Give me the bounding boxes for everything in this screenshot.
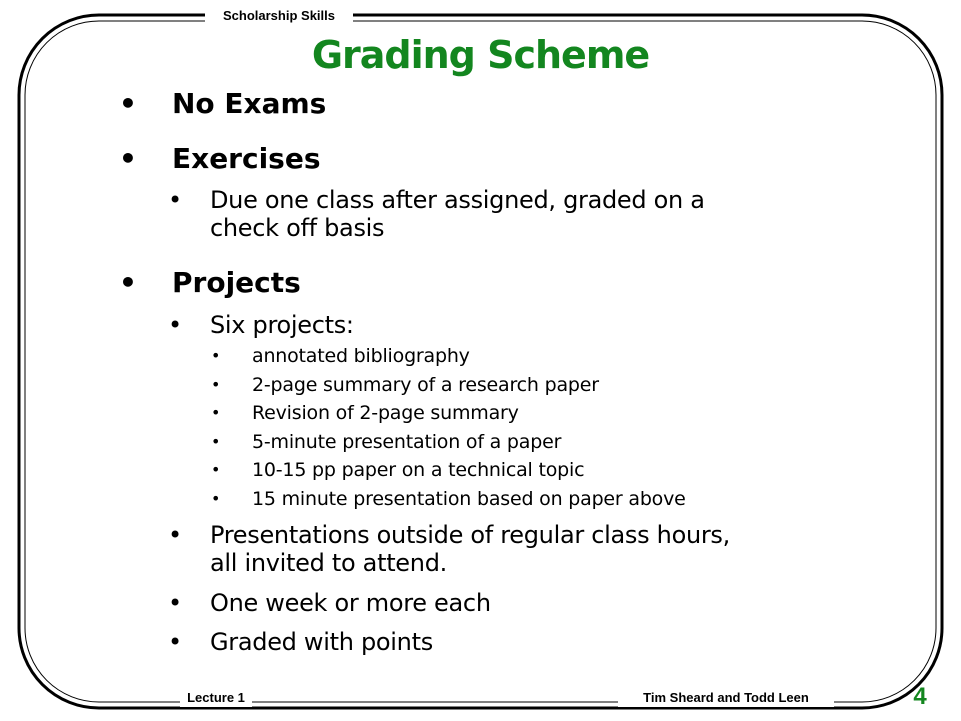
project-item-text: Revision of 2-page summary bbox=[252, 402, 519, 424]
project-item-text: 15 minute presentation based on paper above bbox=[252, 488, 686, 510]
project-item-text: 10-15 pp paper on a technical topic bbox=[252, 459, 585, 481]
bullet-text: No Exams bbox=[172, 87, 327, 120]
bullet-text: Six projects: bbox=[210, 311, 354, 339]
bullet-text: Projects bbox=[172, 266, 301, 299]
bullet-icon: • bbox=[211, 346, 221, 365]
course-header: Scholarship Skills bbox=[205, 8, 353, 24]
bullet-icon: • bbox=[168, 628, 182, 656]
bullet-icon: • bbox=[168, 589, 182, 617]
bullet-icon: • bbox=[211, 489, 221, 508]
bullet-text-line: check off basis bbox=[210, 214, 385, 242]
bullet-icon: • bbox=[119, 87, 137, 120]
page-number: 4 bbox=[913, 683, 927, 710]
bullet-text: One week or more each bbox=[210, 589, 491, 617]
bullet-text-line: all invited to attend. bbox=[210, 549, 447, 577]
bullet-icon: • bbox=[119, 142, 137, 175]
bullet-icon: • bbox=[168, 311, 182, 339]
bullet-text: Graded with points bbox=[210, 628, 433, 656]
bullet-icon: • bbox=[211, 432, 221, 451]
bullet-icon: • bbox=[211, 375, 221, 394]
bullet-icon: • bbox=[211, 403, 221, 422]
project-item-text: annotated bibliography bbox=[252, 345, 470, 367]
bullet-text-line: Due one class after assigned, graded on a bbox=[210, 186, 705, 214]
footer-authors: Tim Sheard and Todd Leen bbox=[618, 689, 834, 707]
slide-title: Grading Scheme bbox=[311, 33, 650, 77]
footer-lecture: Lecture 1 bbox=[180, 689, 252, 707]
bullet-icon: • bbox=[168, 186, 182, 214]
project-item-text: 5-minute presentation of a paper bbox=[252, 431, 562, 453]
bullet-text: Exercises bbox=[172, 142, 321, 175]
bullet-icon: • bbox=[119, 266, 137, 299]
project-item-text: 2-page summary of a research paper bbox=[252, 374, 599, 396]
bullet-icon: • bbox=[211, 460, 221, 479]
bullet-icon: • bbox=[168, 521, 182, 549]
bullet-text-line: Presentations outside of regular class hours, bbox=[210, 521, 730, 549]
